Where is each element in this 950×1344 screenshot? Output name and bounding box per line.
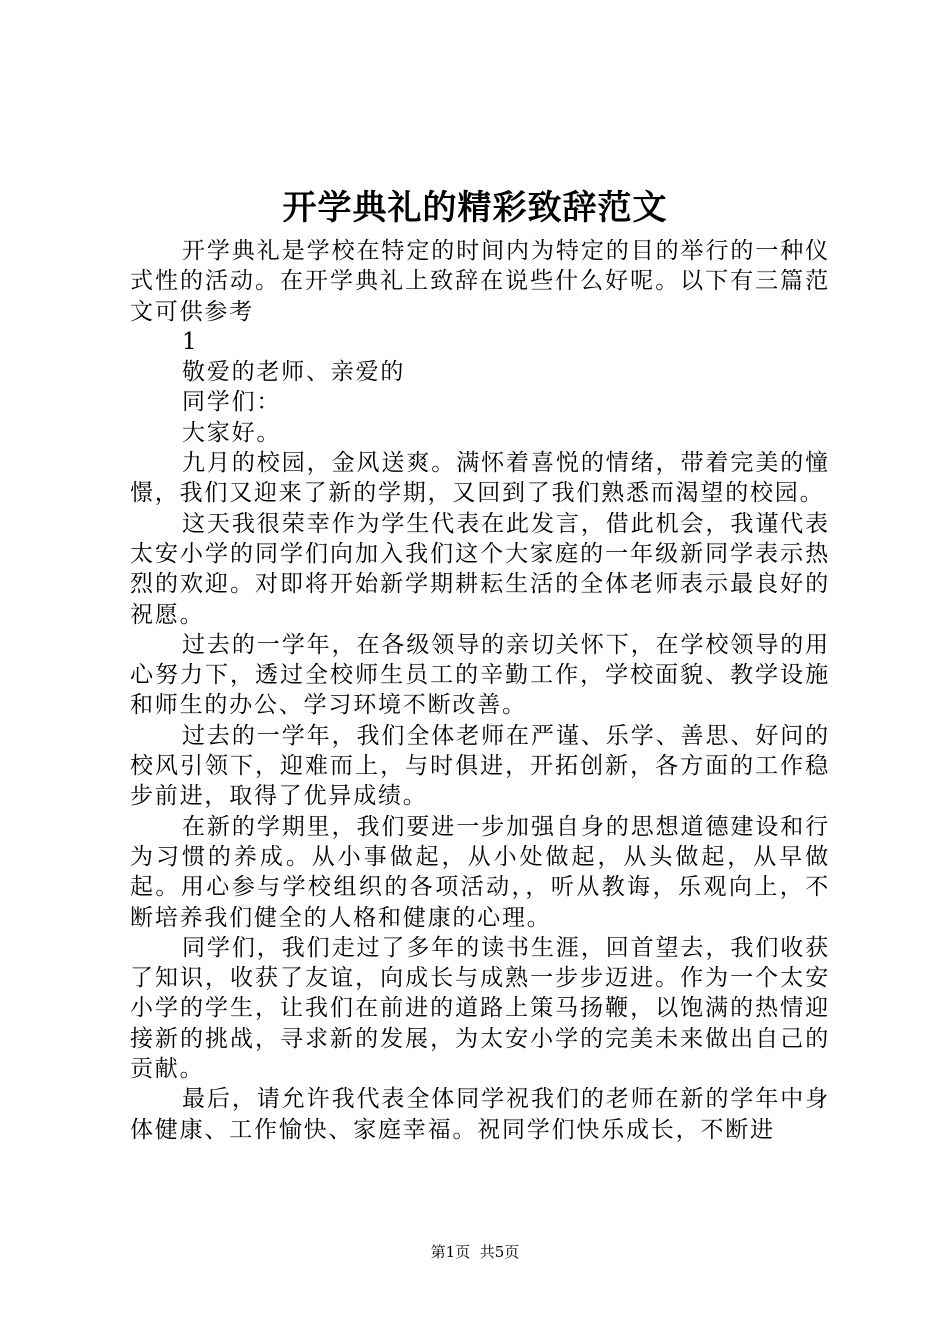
paragraph: 最后，请允许我代表全体同学祝我们的老师在新的学年中身体健康、工作愉快、家庭幸福。祝同学们快乐成长，不断进 xyxy=(130,1086,830,1143)
page-number: 第1页 xyxy=(430,1243,471,1261)
paragraph: 过去的一学年，我们全体老师在严谨、乐学、善思、好问的校风引领下，迎难而上，与时俱进，开拓创新，各方面的工作稳步前进，取得了优异成绩。 xyxy=(130,722,830,810)
greeting-line: 大家好。 xyxy=(182,419,282,446)
page-footer xyxy=(0,1242,950,1262)
paragraph: 在新的学期里，我们要进一步加强自身的思想道德建设和行为习惯的养成。从小事做起，从小处做起，从头做起，从早做起。用心参与学校组织的各项活动，，听从教诲，乐观向上，不断培养我们健全的人格和健康的心理。 xyxy=(130,813,830,931)
paragraph: 过去的一学年，在各级领导的亲切关怀下，在学校领导的用心努力下，透过全校师生员工的辛勤工作，学校面貌、教学设施和师生的办公、学习环境不断改善。 xyxy=(130,631,830,719)
salutation-line: 同学们： xyxy=(182,389,282,416)
section-number: 1 xyxy=(182,328,199,355)
paragraph-intro: 开学典礼是学校在特定的时间内为特定的目的举行的一种仪式性的活动。在开学典礼上致辞在说些什么好呢。以下有三篇范文可供参考 xyxy=(130,238,830,325)
document-title: 开学典礼的精彩致辞范文 xyxy=(282,188,668,228)
paragraph: 九月的校园，金风送爽。满怀着喜悦的情绪，带着完美的憧憬，我们又迎来了新的学期，又回到了我们熟悉而渴望的校园。 xyxy=(130,450,830,507)
document-body xyxy=(130,236,830,1145)
paragraph: 同学们，我们走过了多年的读书生涯，回首望去，我们收获了知识，收获了友谊，向成长与成熟一步步迈进。作为一个太安小学的学生，让我们在前进的道路上策马扬鞭，以饱满的热情迎接新的挑战，寻求新的发展，为太安小学的完美未来做出自己的贡献。 xyxy=(130,934,830,1083)
paragraph: 这天我很荣幸作为学生代表在此发言，借此机会，我谨代表太安小学的同学们向加入我们这个大家庭的一年级新同学表示热烈的欢迎。对即将开始新学期耕耘生活的全体老师表示最良好的祝愿。 xyxy=(130,510,830,628)
page-total: 共5页 xyxy=(479,1243,520,1261)
salutation-line: 敬爱的老师、亲爱的 xyxy=(182,359,406,386)
